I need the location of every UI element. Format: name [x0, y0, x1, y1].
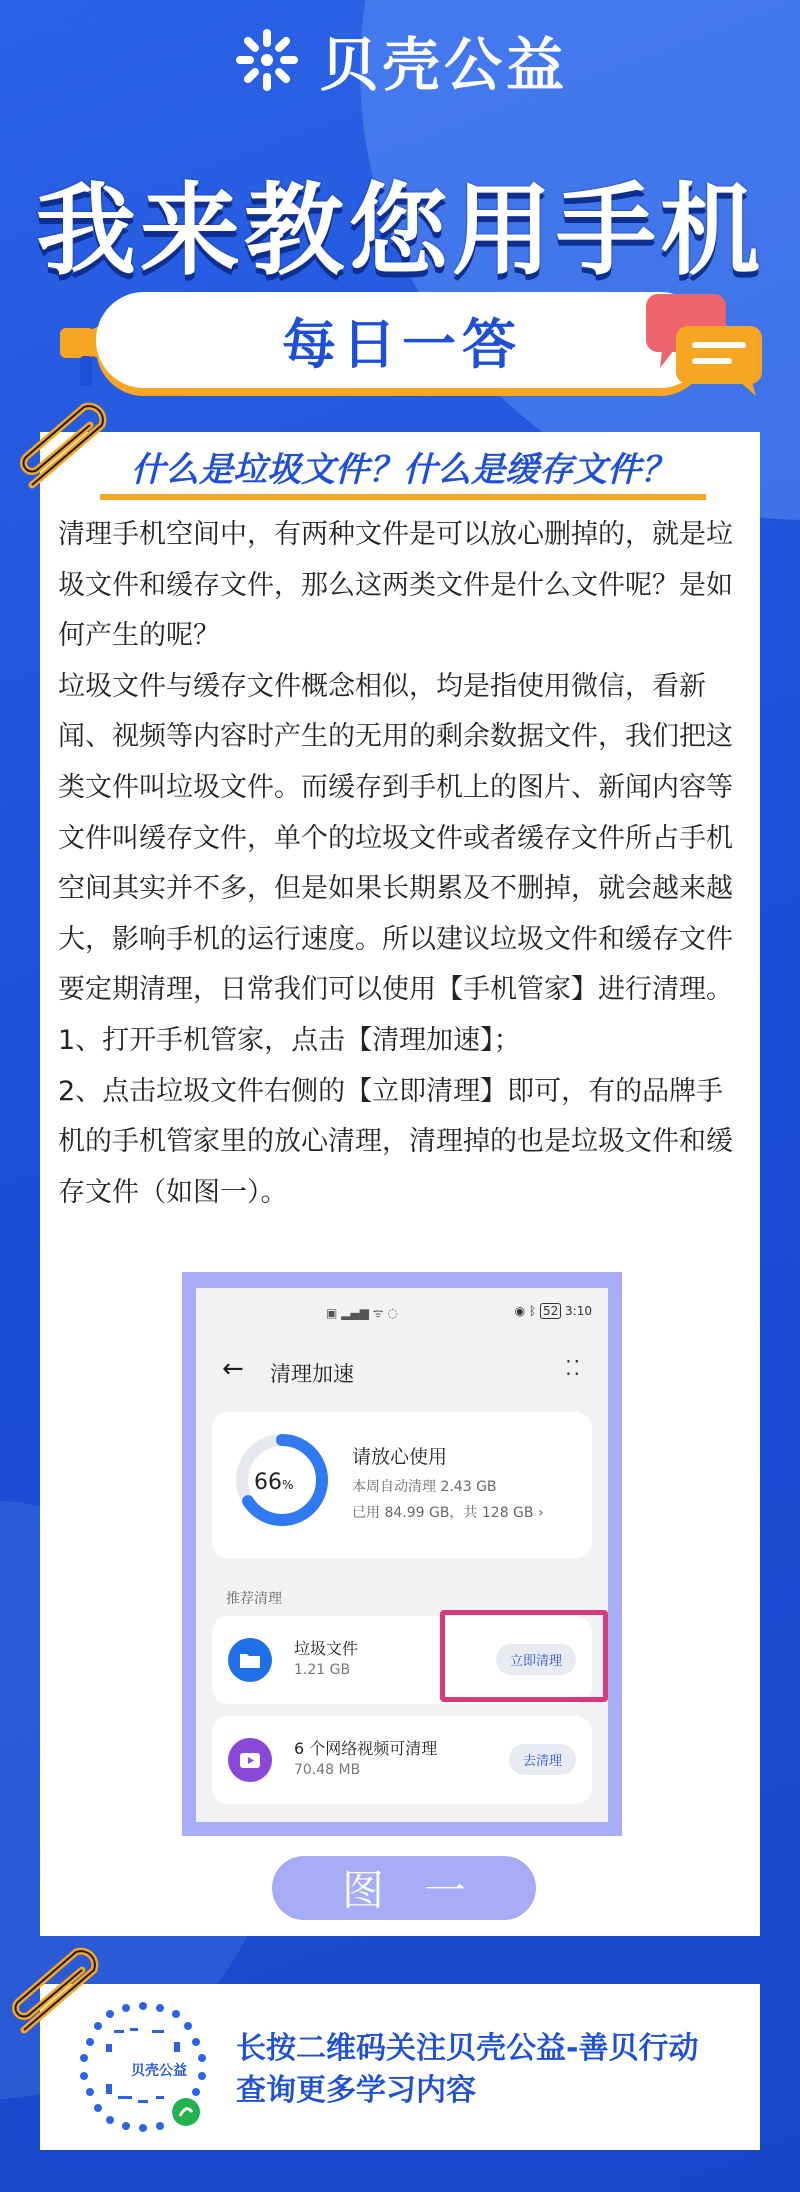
weekly-cleaned: 本周自动清理 2.43 GB [352, 1479, 497, 1495]
storage-percent [254, 1470, 293, 1495]
phone-screen [196, 1288, 608, 1822]
brand-logo [0, 18, 800, 102]
more-options-icon[interactable]: ⁚⁚ [565, 1356, 582, 1380]
shell-logo-icon [232, 25, 302, 95]
storage-usage[interactable] [352, 1502, 544, 1522]
section-label: 推荐清理 [226, 1591, 282, 1607]
chat-bubbles-icon [640, 290, 770, 400]
status-signal-icons: ▣ ▂▄▆ ᯤ ◌ [326, 1306, 398, 1320]
footer-line-1: 长按二维码关注贝壳公益-善贝行动 [236, 2031, 699, 2066]
storage-percent-unit: % [282, 1478, 294, 1492]
article-paragraph: 清理手机空间中，有两种文件是可以放心删掉的，就是垃圾文件和缓存文件，那么这两类文件是什么文件呢？是如何产生的呢？ [58, 519, 733, 652]
footer-instructions [236, 2028, 756, 2112]
junk-files-size: 1.21 GB [294, 1662, 351, 1678]
video-files-row[interactable] [212, 1716, 592, 1804]
status-eye-icon: ◉ [514, 1304, 526, 1318]
article-body [58, 510, 746, 1218]
storage-usage-text: 已用 84.99 GB，共 128 GB [352, 1505, 534, 1521]
summary-title: 请放心使用 [352, 1446, 448, 1468]
daily-answer-banner [96, 292, 708, 388]
phone-page-title: 清理加速 [270, 1362, 354, 1386]
question-underline [100, 494, 706, 500]
back-arrow-icon[interactable]: ← [222, 1354, 244, 1384]
go-clean-button[interactable]: 去清理 [509, 1744, 576, 1775]
article-paragraph: 1、打开手机管家，点击【清理加速】； [58, 1024, 521, 1056]
storage-percent-value: 66 [254, 1470, 282, 1495]
highlight-box [440, 1610, 608, 1702]
brand-name: 贝壳公益 [319, 31, 568, 99]
footer-line-2: 查询更多学习内容 [236, 2073, 476, 2108]
article-paragraph: 垃圾文件与缓存文件概念相似，均是指使用微信，看新闻、视频等内容时产生的无用的剩余数据文件，我们把这类文件叫垃圾文件。而缓存到手机上的图片、新闻内容等文件叫缓存文件，单个的垃圾文件或者缓存文件所占手机空间其实并不多，但是如果长期累及不删掉，就会越来越大，影响手机的运行速度。所以建议垃圾文件和缓存文件要定期清理，日常我们可以使用【手机管家】进行清理。 [58, 670, 733, 1006]
phone-screenshot-frame [182, 1272, 622, 1836]
banner-text: 每日一答 [282, 312, 522, 376]
article-question: 什么是垃圾文件？什么是缓存文件？ [131, 450, 675, 490]
chevron-right-icon: › [537, 1505, 544, 1521]
clean-now-button[interactable]: 立即清理 [496, 1644, 576, 1675]
video-icon [228, 1738, 272, 1782]
qr-brand-label: 贝壳公益 [131, 2063, 187, 2079]
storage-summary-card [212, 1412, 592, 1558]
status-bluetooth-icon: ᛒ [528, 1304, 537, 1318]
video-files-title: 6 个网络视频可清理 [294, 1739, 438, 1758]
figure-caption: 图一 [272, 1856, 536, 1920]
article-paragraph: 2、点击垃圾文件右侧的【立即清理】即可，有的品牌手机的手机管家里的放心清理，清理掉的也是垃圾文件和缓存文件（如图一）。 [58, 1075, 733, 1208]
status-bar [515, 1304, 592, 1318]
video-files-size: 70.48 MB [294, 1762, 361, 1778]
folder-icon [228, 1638, 272, 1682]
junk-files-title: 垃圾文件 [294, 1639, 359, 1658]
status-time: 3:10 [565, 1304, 592, 1318]
page-title: 我来教您用手机 [36, 172, 764, 289]
battery-level: 52 [540, 1303, 561, 1319]
header [0, 0, 800, 410]
